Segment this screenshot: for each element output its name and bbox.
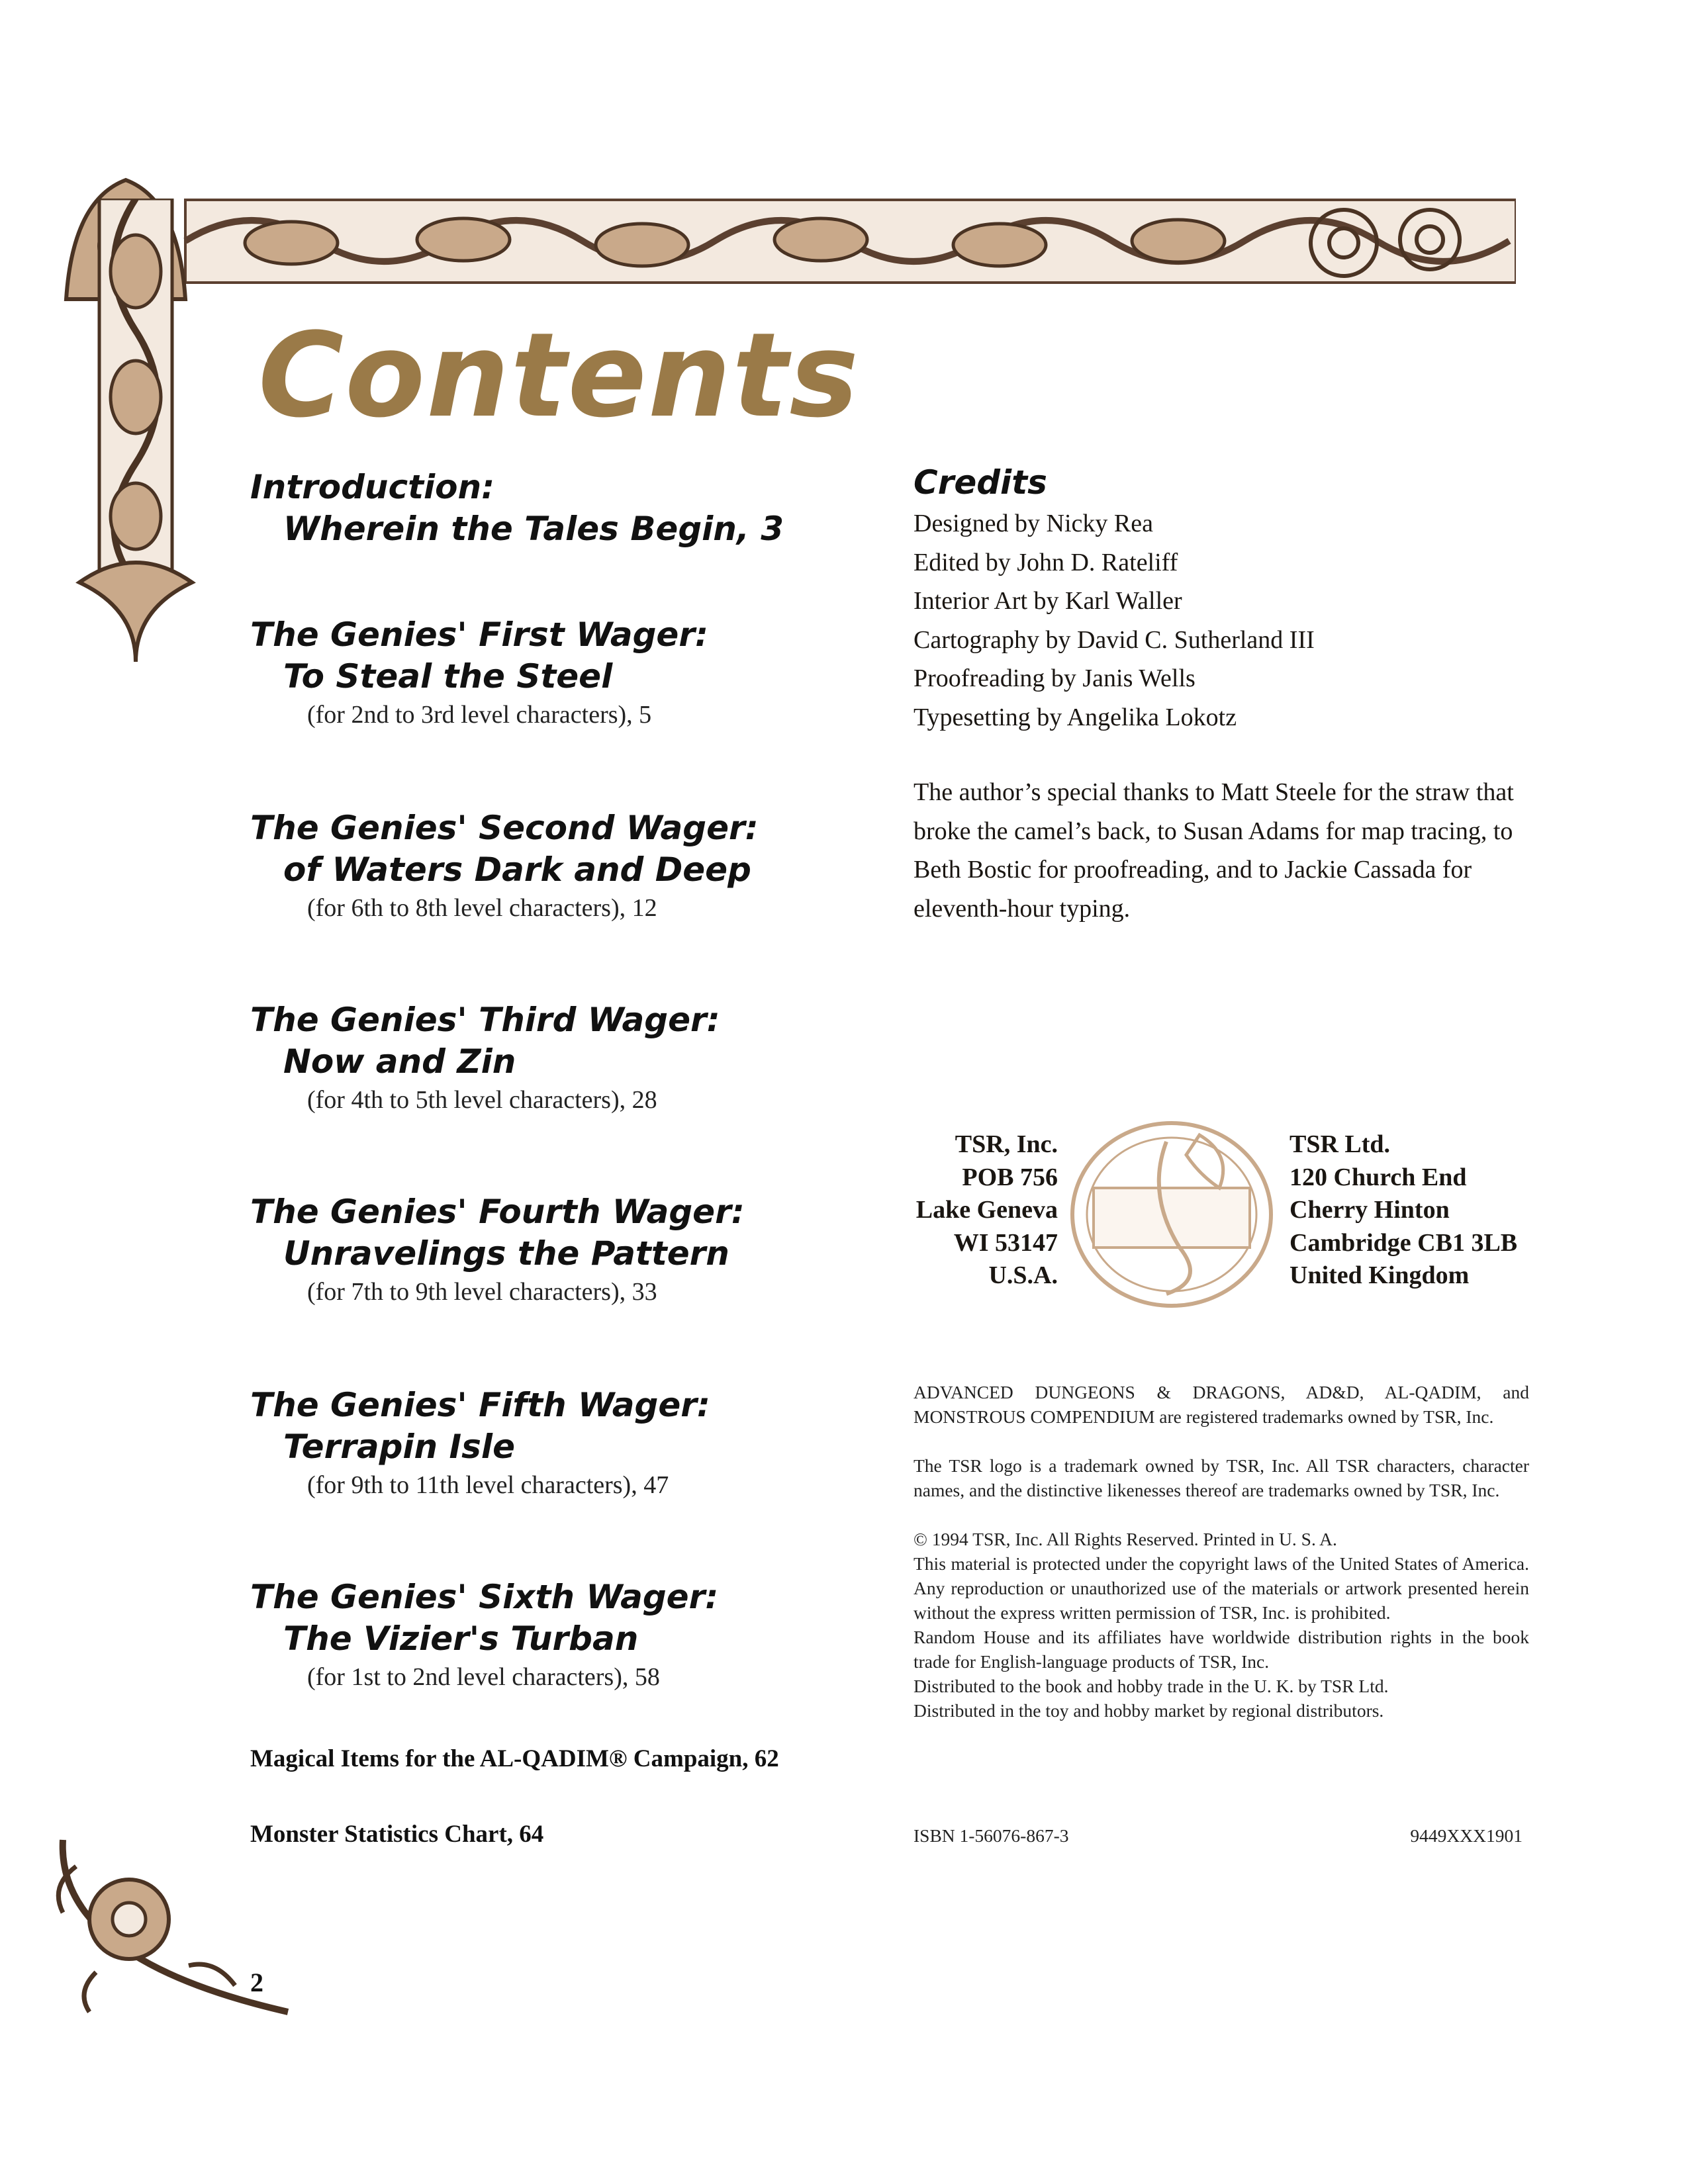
toc-subtitle: of Waters Dark and Deep [283,850,751,889]
address-line: WI 53147 [953,1228,1058,1257]
toc-level-range: (for 2nd to 3rd level characters), 5 [307,701,652,729]
credit-line: Proofreading by Janis Wells [914,664,1196,692]
animal-frieze-border-icon [53,173,1516,306]
copyright-line: © 1994 TSR, Inc. All Rights Reserved. Printed in U. S. A. [914,1529,1337,1549]
address-line: Cherry Hinton [1289,1196,1450,1224]
credit-line: Cartography by David C. Sutherland III [914,625,1315,654]
credits-heading: Credits [914,463,1047,502]
copyright-protection-notice: This material is protected under the copyright laws of the United States of America. Any reproduction or unauthorized use of the materials or artwork presented herein without the express written permission of TSR, Inc. is prohibited. [914,1553,1529,1623]
toc-subtitle: Terrapin Isle [283,1428,515,1466]
toc-entry-sixth-wager [250,1576,872,1694]
address-line: TSR Ltd. [1289,1130,1391,1158]
toc-subtitle: Unravelings the Pattern [283,1234,729,1273]
distribution-rights-notice: Random House and its affiliates have worldwide distribution rights in the book trade for English-language products of TSR, Inc. [914,1627,1529,1672]
uk-distribution-notice: Distributed to the book and hobby trade in the U. K. by TSR Ltd. [914,1676,1389,1696]
toc-heading: The Genies' Second Wager: [250,809,759,847]
credits-list [914,504,1509,737]
address-line: United Kingdom [1289,1261,1470,1289]
trademark-notice: ADVANCED DUNGEONS & DRAGONS, AD&D, AL-QADIM, and MONSTROUS COMPENDIUM are registered trademarks owned by TSR, Inc. [914,1382,1529,1427]
toc-heading: The Genies' Sixth Wager: [250,1578,719,1616]
page-number: 2 [250,1968,263,1997]
tsr-logo-seal-icon [1067,1115,1276,1310]
toc-subtitle: Wherein the Tales Begin, 3 [283,510,784,548]
toc-entry-first-wager [250,614,872,732]
toc-subtitle: Now and Zin [283,1042,516,1081]
catalog-number: 9449XXX1901 [1410,1825,1523,1846]
toc-heading: The Genies' Third Wager: [250,1001,720,1039]
tsr-uk-address [1289,1128,1568,1293]
tsr-us-address [887,1128,1058,1293]
address-line: Cambridge CB1 3LB [1289,1228,1518,1257]
toc-entry-second-wager [250,807,872,925]
credit-line: Typesetting by Angelika Lokotz [914,703,1237,731]
toc-level-range: (for 9th to 11th level characters), 47 [307,1471,669,1499]
toc-heading: The Genies' First Wager: [250,615,708,654]
toc-heading: Introduction: [250,468,495,506]
toc-level-range: (for 4th to 5th level characters), 28 [307,1086,657,1114]
address-line: POB 756 [962,1163,1058,1191]
floral-vine-border-icon [53,199,205,662]
credit-line: Designed by Nicky Rea [914,510,1153,537]
toc-entry-magical-items: Magical Items for the AL-QADIM® Campaign, 62 [250,1745,779,1772]
address-line: Lake Geneva [915,1196,1058,1224]
toc-level-range: (for 6th to 8th level characters), 12 [307,894,657,922]
regional-distribution-notice: Distributed in the toy and hobby market by regional distributors. [914,1700,1384,1721]
address-line: TSR, Inc. [955,1130,1058,1158]
toc-subtitle: The Vizier's Turban [283,1619,639,1658]
address-line: 120 Church End [1289,1163,1467,1191]
page-title: Contents [258,308,861,443]
toc-entry-third-wager [250,999,872,1117]
toc-level-range: (for 7th to 9th level characters), 33 [307,1278,657,1306]
toc-level-range: (for 1st to 2nd level characters), 58 [307,1663,660,1691]
special-thanks-paragraph: The author’s special thanks to Matt Steele for the straw that broke the camel’s back, to Susan Adams for map tracing, to Beth Bostic for proofreading, and to Jackie Cassada for eleventh-hour typing. [914,778,1514,923]
isbn: ISBN 1-56076-867-3 [914,1825,1069,1846]
credit-line: Edited by John D. Rateliff [914,548,1178,576]
legal-notice [914,1380,1529,1723]
logo-trademark-notice: The TSR logo is a trademark owned by TSR, Inc. All TSR characters, character names, and the distinctive likenesses thereof are trademarks owned by TSR, Inc. [914,1455,1529,1500]
toc-entry-fourth-wager [250,1191,872,1309]
toc-entry-introduction [250,467,872,550]
toc-entry-monster-chart: Monster Statistics Chart, 64 [250,1821,544,1848]
toc-heading: The Genies' Fifth Wager: [250,1386,710,1424]
toc-entry-fifth-wager [250,1385,872,1502]
toc-heading: The Genies' Fourth Wager: [250,1193,745,1231]
toc-subtitle: To Steal the Steel [283,657,613,696]
address-line: U.S.A. [988,1261,1058,1289]
credit-line: Interior Art by Karl Waller [914,587,1182,615]
